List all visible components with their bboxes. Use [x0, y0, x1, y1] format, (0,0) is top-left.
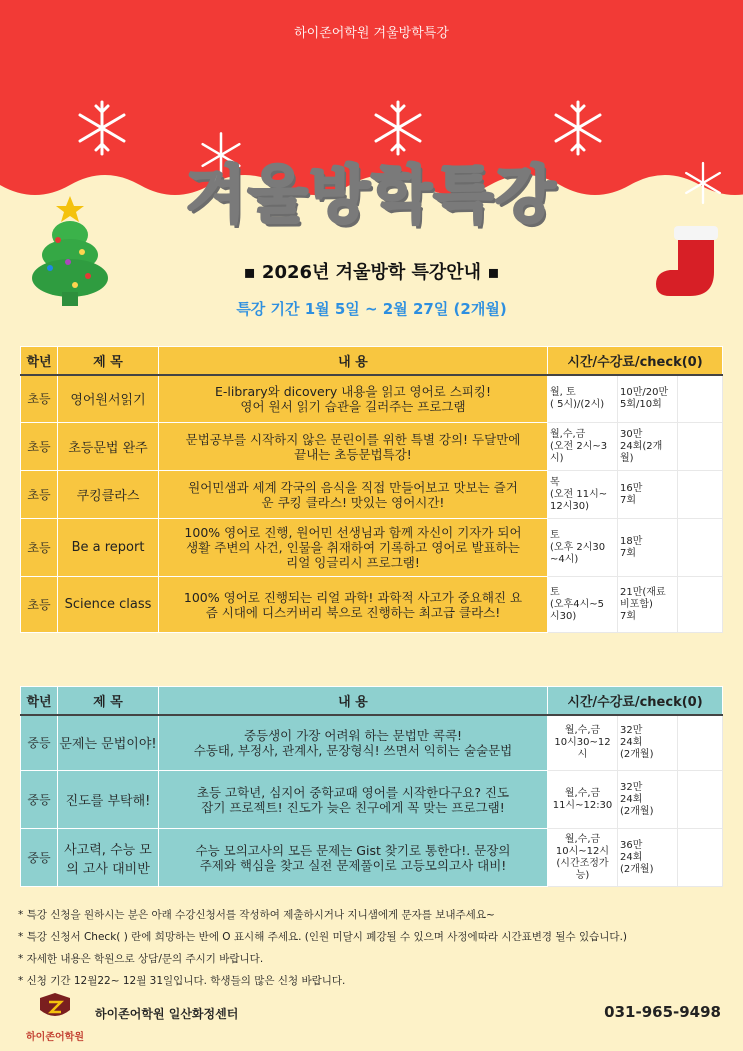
- period-text: 특강 기간 1월 5일 ~ 2월 27일 (2개월): [236, 300, 507, 318]
- col-grade: 학년: [21, 347, 58, 375]
- title-cell: 사고력, 수능 모의 고사 대비반: [58, 829, 159, 887]
- col-content: 내 용: [159, 347, 548, 375]
- time-cell: 월,수,금 (오전 2시~3 시): [548, 423, 618, 471]
- col-grade: 학년: [21, 687, 58, 715]
- desc-cell: 초등 고학년, 심지어 중학교때 영어를 시작한다구요? 진도 잡기 프로젝트! 진도가 늦은 친구에게 꼭 맞는 프로그램!: [159, 771, 548, 829]
- desc-cell: 100% 영어로 진행, 원어민 선생님과 함께 자신이 기자가 되어 생활 주변의 사건, 인물을 취재하여 기록하고 영어로 발표하는 리얼 잉글리시 프로그램!: [159, 519, 548, 577]
- col-title: 제 목: [58, 347, 159, 375]
- time-cell: 토 (오후 2시30 ~4시): [548, 519, 618, 577]
- title-cell: 쿠킹클라스: [58, 471, 159, 519]
- note-line: * 특강 신청서 Check( ) 란에 희망하는 반에 O 표시해 주세요. (인원 미달시 폐강될 수 있으며 사정에따라 시간표변경 될수 있습니다.): [18, 931, 628, 943]
- fee-cell: 36만 24회 (2개월): [618, 829, 678, 887]
- title-cell: 진도를 부탁해!: [58, 771, 159, 829]
- academy-logo-icon: [38, 992, 72, 1022]
- title-cell: 영어원서읽기: [58, 375, 159, 423]
- notes: [18, 904, 728, 992]
- time-cell: 토 (오후4시~5 시30): [548, 577, 618, 633]
- time-cell: 월, 토 ( 5시)/(2시): [548, 375, 618, 423]
- note-line: * 자세한 내용은 학원으로 상담/문의 주시기 바랍니다.: [18, 953, 264, 965]
- time-cell: 목 (오전 11시~ 12시30): [548, 471, 618, 519]
- fee-cell: 32만 24회 (2개월): [618, 715, 678, 771]
- subtitle: ▪ 2026년 겨울방학 특강안내 ▪: [243, 262, 500, 283]
- fee-cell: 30만 24회(2개월): [618, 423, 678, 471]
- fee-cell: 21만(재료 비포함) 7회: [618, 577, 678, 633]
- note-line: * 신청 기간 12월22~ 12월 31일입니다. 학생들의 많은 신청 바랍니다.: [18, 975, 346, 987]
- col-time: 시간/수강료/check(0): [548, 687, 723, 715]
- table-row: [21, 577, 723, 633]
- check-cell[interactable]: [678, 423, 723, 471]
- fee-cell: 18만 7회: [618, 519, 678, 577]
- desc-cell: E-library와 dicovery 내용을 읽고 영어로 스피킹! 영어 원서 읽기 습관을 길러주는 프로그램: [159, 375, 548, 423]
- grade-cell: 초등: [21, 423, 58, 471]
- desc-cell: 문법공부를 시작하지 않은 문린이를 위한 특별 강의! 두달만에 끝내는 초등문법특강!: [159, 423, 548, 471]
- grade-cell: 초등: [21, 375, 58, 423]
- grade-cell: 초등: [21, 519, 58, 577]
- check-cell[interactable]: [678, 715, 723, 771]
- table-row: [21, 375, 723, 423]
- time-cell: 월,수,금 10시~12시 (시간조정가능): [548, 829, 618, 887]
- desc-cell: 원어민샘과 세계 각국의 음식을 직접 만들어보고 맛보는 즐거 운 쿠킹 클라스! 맛있는 영어시간!: [159, 471, 548, 519]
- check-cell[interactable]: [678, 829, 723, 887]
- center-name: 하이존어학원 일산화정센터: [95, 1007, 239, 1021]
- check-cell[interactable]: [678, 375, 723, 423]
- desc-cell: 중등생이 가장 어려워 하는 문법만 콕콕! 수동태, 부정사, 관계사, 문장형식! 쓰면서 익히는 술술문법: [159, 715, 548, 771]
- table-row: [21, 771, 723, 829]
- fee-cell: 10만/20만 5회/10회: [618, 375, 678, 423]
- christmas-tree-icon: [20, 190, 120, 315]
- time-cell: 월,수,금 10시30~12시: [548, 715, 618, 771]
- fee-cell: 32만 24회 (2개월): [618, 771, 678, 829]
- title-cell: Science class: [58, 577, 159, 633]
- table-row: [21, 471, 723, 519]
- col-content: 내 용: [159, 687, 548, 715]
- title-cell: 문제는 문법이야!: [58, 715, 159, 771]
- note-line: * 특강 신청을 원하시는 분은 아래 수강신청서를 작성하여 제출하시거나 지니샘에게 문자를 보내주세요~: [18, 909, 495, 921]
- check-cell[interactable]: [678, 771, 723, 829]
- check-cell[interactable]: [678, 471, 723, 519]
- col-title: 제 목: [58, 687, 159, 715]
- grade-cell: 초등: [21, 471, 58, 519]
- table-row: [21, 715, 723, 771]
- desc-cell: 수능 모의고사의 모든 문제는 Gist 찾기로 통한다!. 문장의 주제와 핵심을 찾고 실전 문제풀이로 고등모의고사 대비!: [159, 829, 548, 887]
- grade-cell: 중등: [21, 715, 58, 771]
- title-cell: 초등문법 완주: [58, 423, 159, 471]
- grade-cell: 초등: [21, 577, 58, 633]
- col-time: 시간/수강료/check(0): [548, 347, 723, 375]
- time-cell: 월,수,금 11시~12:30: [548, 771, 618, 829]
- check-cell[interactable]: [678, 577, 723, 633]
- check-cell[interactable]: [678, 519, 723, 577]
- hero-title: 겨울방학특강: [185, 158, 558, 231]
- academy-logo: [22, 992, 88, 1043]
- desc-cell: 100% 영어로 진행되는 리얼 과학! 과학적 사고가 중요해진 요 즘 시대에 디스커버리 북으로 진행하는 최고급 클라스!: [159, 577, 548, 633]
- elementary-table: [20, 346, 723, 633]
- table-row: [21, 423, 723, 471]
- header-brand: 하이존어학원 겨울방학특강: [294, 26, 449, 41]
- middle-table: [20, 686, 723, 887]
- logo-label: 하이존어학원: [26, 1032, 84, 1043]
- table-row: [21, 519, 723, 577]
- grade-cell: 중등: [21, 829, 58, 887]
- grade-cell: 중등: [21, 771, 58, 829]
- phone-number[interactable]: 031-965-9498: [604, 1003, 721, 1021]
- title-cell: Be a report: [58, 519, 159, 577]
- fee-cell: 16만 7회: [618, 471, 678, 519]
- table-row: [21, 829, 723, 887]
